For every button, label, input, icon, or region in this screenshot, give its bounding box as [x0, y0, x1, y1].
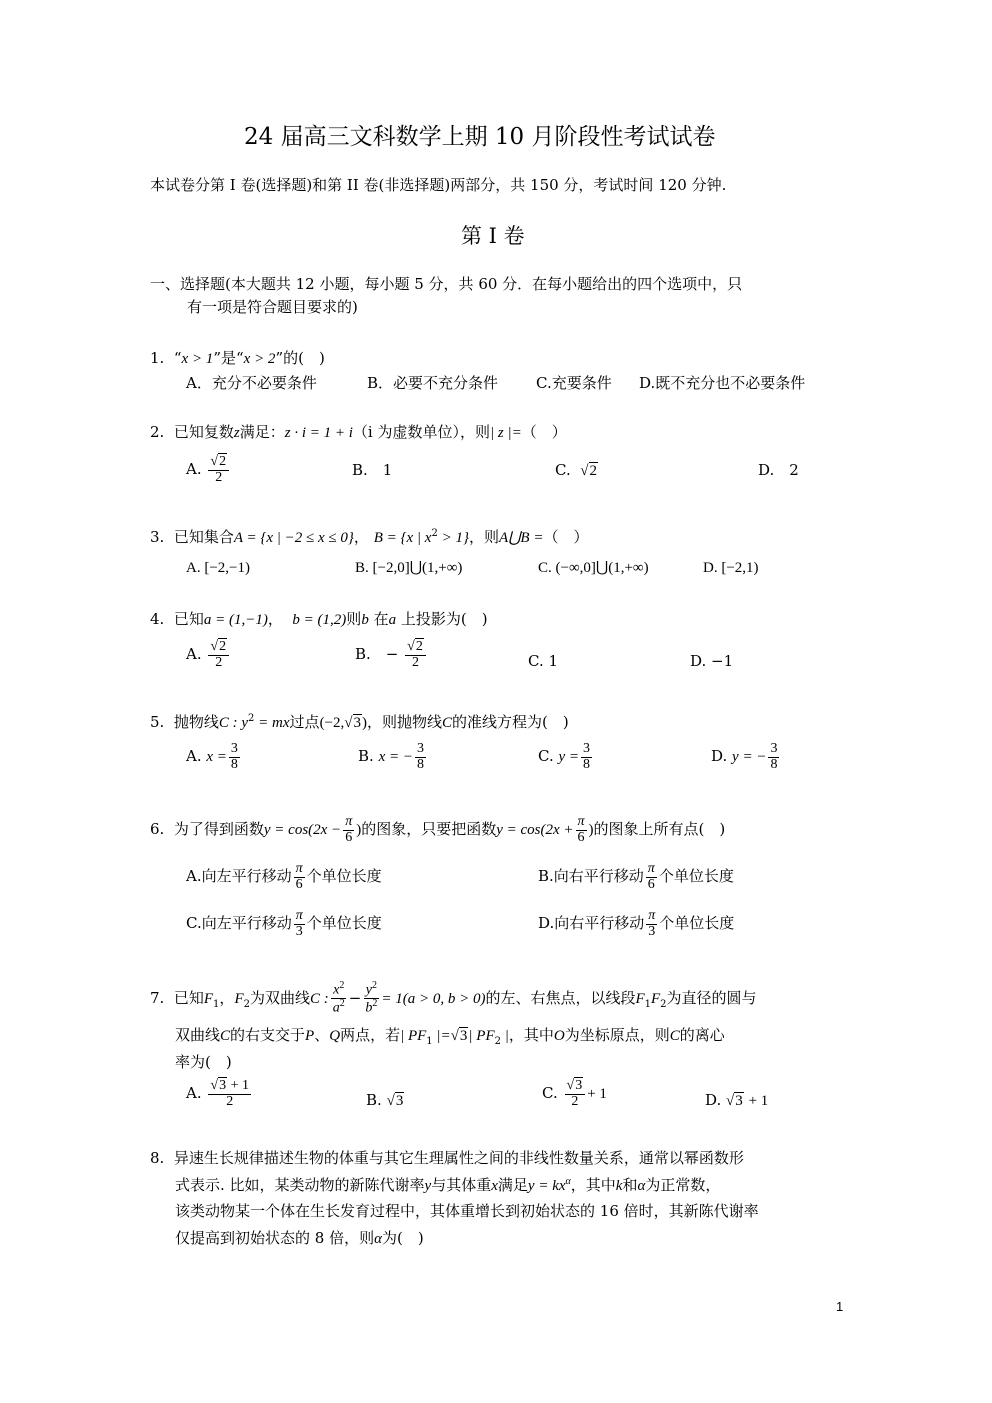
q7-text: 已知 [173, 988, 204, 1007]
q7-option-d [705, 1093, 768, 1109]
q2-option-a [186, 455, 231, 485]
q3-text: ，则 [468, 528, 499, 546]
question-3 [150, 529, 589, 546]
fraction: $\frac{√2}{2}$ [208, 455, 229, 485]
lhs: x = − [378, 749, 413, 766]
q2-paren: （ ） [521, 423, 567, 441]
var-c: C [220, 1028, 231, 1044]
denominator: 8 [770, 756, 778, 772]
numerator: 3 [583, 741, 591, 756]
option-label: B. [366, 1091, 382, 1109]
q2-option-b: B. 1 [352, 461, 393, 479]
q6-option-a [186, 862, 382, 892]
set-b-end: > 1} [437, 530, 469, 546]
fraction: $\frac{√2}{2}$ [208, 640, 229, 670]
fraction: $\frac{√2}{2}$ [405, 640, 426, 670]
option-label: A. [186, 747, 202, 766]
q3-option-c: C. (−∞,0]⋃(1,+∞) [538, 560, 649, 576]
numerator: y [365, 982, 372, 998]
numerator: x [333, 982, 340, 998]
q7-text: 的左、右焦点，以线段 [485, 988, 636, 1007]
plus-one: + 1 [748, 1093, 769, 1109]
curve: C : y [218, 715, 249, 731]
denominator: 6 [577, 829, 585, 845]
fraction [646, 909, 657, 939]
subscript: 1 [213, 998, 220, 1010]
segment-f2: F [651, 990, 661, 1007]
denominator: a [332, 1001, 340, 1016]
fraction [294, 862, 305, 892]
numerator: 3 [416, 741, 424, 756]
focus-f2: F [234, 990, 244, 1007]
q8-text: 满足 [497, 1176, 528, 1194]
fraction: $\frac{√3 + 1}{2}$ [210, 1078, 249, 1109]
q3-option-a: A. [−2,−1) [186, 560, 250, 576]
option-text: D.向右平行移动 [538, 914, 645, 933]
q8-text: 式表示. 比如，某类动物的新陈代谢率 [175, 1176, 425, 1194]
quote-end: ”的( ) [275, 349, 325, 367]
q5-option-a [186, 742, 242, 772]
subscript: 2 [660, 998, 667, 1010]
q7-option-b [366, 1093, 404, 1109]
question-number: 5. [150, 713, 165, 731]
q7-text: 、 [314, 1026, 330, 1044]
q8-text: 仅提高到初始状态的 8 倍，则 [175, 1229, 375, 1247]
condition-1: x > 1 [181, 351, 214, 367]
power-law: y = kx [527, 1178, 566, 1194]
hyperbola-c: C : [310, 990, 329, 1007]
point-q: Q [329, 1028, 341, 1044]
question-2 [150, 425, 567, 441]
question-number: 1. [150, 349, 165, 367]
q6-text: 的图象上所有点( ) [593, 820, 726, 839]
q8-text: 异速生长规律描述生物的体重与其它生理属性之间的非线性数量关系，通常以幂函数形 [173, 1149, 744, 1167]
lhs: y = [558, 749, 580, 766]
plus-one: + 1 [230, 1078, 249, 1093]
union: A⋃B = [498, 530, 544, 546]
q3-text: 已知集合 [173, 528, 234, 546]
denominator: 6 [647, 876, 655, 892]
option-label: B. [358, 747, 374, 766]
comma: ， [267, 610, 283, 628]
set-a: A = {x | −2 ≤ x ≤ 0} [233, 530, 354, 546]
curve-end: = mx [254, 715, 290, 731]
option-label: C. [555, 461, 571, 479]
q1-option-a: A．充分不必要条件 [186, 374, 317, 392]
q1-option-b: B．必要不充分条件 [367, 374, 499, 392]
numerator: π [295, 861, 303, 876]
q7-text: ， [219, 988, 235, 1007]
subscript: 1 [644, 998, 651, 1010]
q4-text: 则 [346, 610, 362, 628]
option-label: A. [186, 645, 202, 664]
q2-modulus: | z |= [489, 425, 522, 441]
q5-text: 的准线方程为( ) [452, 713, 569, 731]
close-paren: ) [356, 822, 362, 839]
q7-text: 的离心 [679, 1026, 725, 1044]
radicand: 3 [395, 1093, 404, 1109]
vector-b: b = (1,2) [292, 612, 347, 628]
fraction [581, 742, 592, 772]
sqrt: √3 [726, 1093, 743, 1109]
page-number: 1 [836, 1299, 844, 1314]
q6-option-b [538, 862, 734, 892]
pf2-end: | [500, 1028, 509, 1044]
denominator: 2 [571, 1093, 579, 1109]
option-label: C. [542, 1084, 558, 1103]
q5-text: 过点 [289, 713, 320, 731]
comma: ， [353, 528, 369, 546]
question-number: 8. [150, 1149, 165, 1167]
denominator: 6 [345, 829, 353, 845]
lhs: y = − [732, 749, 767, 766]
option-label: C. [538, 747, 554, 766]
q7-text: 的右支交于 [230, 1026, 306, 1044]
question-5 [150, 714, 569, 731]
function-1: y = cos(2x − [263, 822, 342, 839]
subscript: 1 [426, 1036, 433, 1047]
question-7-line3: 率为( ) [175, 1053, 232, 1071]
denominator: 3 [295, 923, 303, 939]
radicand: 3 [735, 1093, 743, 1109]
q7-text: 为坐标原点，则 [564, 1026, 670, 1044]
option-label: D. [711, 747, 728, 766]
numerator: π [295, 908, 303, 923]
q5-text: ，则抛物线 [367, 713, 443, 731]
q4-option-d: D. −1 [690, 652, 734, 670]
origin-o: O [553, 1028, 565, 1044]
subscript: 2 [243, 998, 250, 1010]
point-end: ) [362, 715, 368, 731]
denominator: 3 [648, 923, 656, 939]
q6-option-c [186, 909, 382, 939]
pf1-end: |= [432, 1028, 451, 1044]
option-label: A. [186, 460, 202, 479]
q4-option-b [355, 640, 428, 670]
denominator: 8 [416, 756, 424, 772]
question-7-line2 [175, 1028, 725, 1047]
denominator: 2 [215, 469, 223, 485]
q7-text: ，其中 [508, 1026, 554, 1044]
option-text: A.向左平行移动 [186, 867, 292, 886]
denominator: 6 [295, 876, 303, 892]
hyperbola-condition: = 1(a > 0, b > 0) [381, 990, 486, 1007]
q2-option-c [555, 463, 598, 479]
pf2: | PF [468, 1028, 495, 1044]
exponent: 2 [339, 980, 345, 991]
q1-option-d: D.既不充分也不必要条件 [639, 374, 806, 392]
q6-text: 为了得到函数 [173, 820, 264, 839]
sqrt: √2 [580, 463, 597, 479]
question-8-line2 [175, 1177, 720, 1194]
option-label: B. − [355, 645, 399, 664]
radicand: 3 [459, 1028, 468, 1044]
fraction [646, 862, 657, 892]
var-y: y [424, 1178, 432, 1194]
exponent: 2 [248, 713, 255, 724]
fraction [229, 742, 240, 772]
var-z: z [233, 425, 240, 441]
q4-text: 上投影为( ) [400, 610, 488, 628]
var-alpha: α [637, 1178, 646, 1194]
var-k: k [615, 1178, 623, 1194]
q2-text: 已知复数 [173, 423, 234, 441]
option-text: 个单位长度 [306, 867, 382, 886]
question-number: 3. [150, 528, 165, 546]
fraction [415, 742, 426, 772]
radicand: 3 [575, 1078, 583, 1093]
q3-option-b: B. [−2,0]⋃(1,+∞) [355, 560, 463, 576]
function-2: y = cos(2x + [496, 822, 574, 839]
question-8-line1 [150, 1151, 744, 1166]
q5-option-b [358, 742, 428, 772]
q3-paren: （ ） [543, 528, 589, 546]
q8-text: 和 [622, 1176, 638, 1194]
lhs: x = [206, 749, 227, 766]
point: (−2, [319, 715, 345, 731]
question-8-line4 [175, 1231, 424, 1247]
denominator: 8 [230, 756, 238, 772]
numerator: 3 [770, 741, 778, 756]
exponent: 2 [371, 980, 377, 991]
q2-text: 满足： [239, 423, 285, 441]
q8-text: 与其体重 [431, 1176, 492, 1194]
fraction [768, 742, 779, 772]
q6-option-d [538, 909, 734, 939]
q7-text: 双曲线 [175, 1026, 221, 1044]
option-text: 个单位长度 [306, 914, 382, 933]
denominator: 2 [412, 654, 419, 670]
plus-one: + 1 [587, 1086, 607, 1103]
var-x: x [491, 1178, 498, 1194]
radicand: 2 [219, 639, 227, 654]
sqrt: √3 [344, 715, 362, 731]
q7-option-a [186, 1079, 253, 1109]
focus-f1: F [203, 990, 214, 1007]
radicand: 2 [219, 454, 227, 469]
q7-text: 为直径的圆与 [666, 988, 757, 1007]
q2-equation: z · i = 1 + i [284, 425, 353, 441]
section-heading-line1: 一、选择题(本大题共 12 小题，每小题 5 分，共 60 分．在每小题给出的四个选项中，只 [150, 275, 743, 293]
q4-option-a [186, 640, 231, 670]
fraction [343, 815, 354, 845]
exponent: 2 [339, 998, 345, 1010]
sqrt: √3 [450, 1028, 468, 1044]
option-text: 个单位长度 [658, 867, 734, 886]
close-paren: ) [588, 822, 594, 839]
quote-open: “ [173, 349, 182, 367]
q8-text: ，其中 [570, 1176, 616, 1194]
q1-option-c: C.充要条件 [536, 374, 612, 392]
fraction [363, 981, 379, 1017]
fraction [294, 909, 305, 939]
radicand: 2 [415, 639, 423, 654]
denominator: 2 [215, 654, 223, 670]
exponent-alpha: α [565, 1176, 571, 1187]
radicand: 2 [589, 463, 597, 479]
exponent: 2 [431, 528, 438, 539]
denominator: 8 [583, 756, 591, 772]
fraction: $\frac{√3}{2}$ [565, 1079, 586, 1109]
q2-option-d: D. 2 [758, 461, 799, 479]
pf1: | PF [400, 1028, 427, 1044]
q7-text: 两点，若 [340, 1026, 401, 1044]
quote-mid: ”是“ [213, 349, 244, 367]
curve-c: C [442, 715, 453, 731]
question-number: 6. [150, 820, 165, 839]
var-alpha: α [374, 1231, 382, 1247]
question-8-line3: 该类动物某一个体在生长发育过程中，其体重增长到初始状态的 16 倍时，其新陈代谢率 [175, 1202, 759, 1220]
radicand: 3 [353, 715, 362, 731]
q8-text: 为正常数， [645, 1176, 721, 1194]
numerator: π [345, 814, 353, 829]
q4-text: 在 [373, 610, 389, 628]
set-b: B = {x | x [373, 530, 432, 546]
numerator: 3 [230, 741, 238, 756]
q7-option-c [542, 1079, 607, 1109]
section-heading-line2: 有一项是符合题目要求的) [187, 298, 358, 316]
question-number: 2. [150, 423, 165, 441]
vec-a: a [388, 612, 397, 628]
vec-b: b [361, 612, 369, 628]
option-label: D. [705, 1091, 722, 1109]
part-title: 第 I 卷 [461, 224, 525, 248]
condition-2: x > 2 [243, 351, 276, 367]
page-title: 24 届高三文科数学上期 10 月阶段性考试试卷 [244, 124, 716, 150]
question-6 [150, 815, 725, 845]
radicand: 3 [219, 1078, 227, 1093]
q3-option-d: D. [−2,1) [703, 560, 759, 576]
option-label: A. [186, 1084, 202, 1103]
question-4 [150, 612, 488, 628]
q4-option-c: C. 1 [528, 652, 559, 670]
denominator: b [365, 1001, 373, 1016]
numerator: π [647, 861, 655, 876]
vector-a: a = (1,−1) [203, 612, 268, 628]
exponent: 2 [372, 998, 378, 1010]
point-p: P [305, 1028, 315, 1044]
numerator: π [648, 908, 656, 923]
option-text: 个单位长度 [659, 914, 735, 933]
q5-option-d [711, 742, 781, 772]
q8-text: 为( ) [381, 1229, 424, 1247]
q5-text: 抛物线 [173, 713, 219, 731]
question-7-line1: 7. 已知$F_1$，$F_2$为双曲线C : $\frac{x^2}{a^2}$ − $\frac{y^2}{b^2}$ = 1(a > 0, b > 0)的左、右焦点，以线段$F_1F_2$为直径的圆与 [150, 980, 757, 1016]
q7-text: 为双曲线 [249, 988, 310, 1007]
q6-text: 的图象，只要把函数 [361, 820, 497, 839]
q2-text: （i 为虚数单位），则 [352, 423, 490, 441]
exam-intro: 本试卷分第 I 卷(选择题)和第 II 卷(非选择题)两部分，共 150 分，考试时间 120 分钟. [150, 176, 727, 194]
subscript: 2 [494, 1036, 501, 1047]
fraction [576, 815, 587, 845]
option-text: C.向左平行移动 [186, 914, 292, 933]
q4-text: 已知 [173, 610, 204, 628]
option-text: B.向右平行移动 [538, 867, 644, 886]
denominator: 2 [226, 1093, 234, 1109]
question-number: 7. [150, 988, 165, 1007]
sqrt: √3 [386, 1093, 404, 1109]
fraction [331, 981, 347, 1017]
var-c: C [669, 1028, 680, 1044]
segment-f1: F [635, 990, 645, 1007]
numerator: π [577, 814, 585, 829]
question-number: 4. [150, 610, 165, 628]
question-1 [150, 351, 325, 367]
q5-option-c [538, 742, 594, 772]
